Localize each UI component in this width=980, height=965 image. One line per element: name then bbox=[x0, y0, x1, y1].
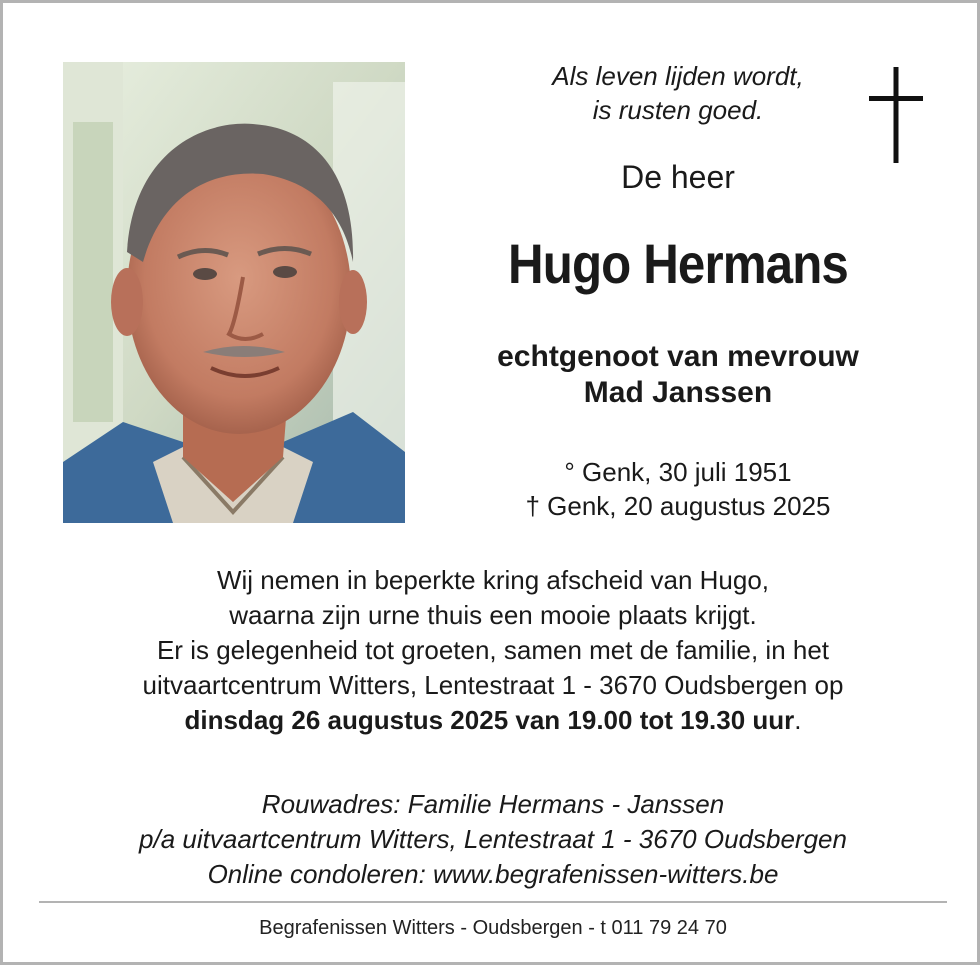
funeral-home-footer: Begrafenissen Witters - Oudsbergen - t 011 79 24 70 bbox=[259, 917, 727, 939]
portrait-photo bbox=[63, 62, 405, 523]
death-date: † Genk, 20 augustus 2025 bbox=[525, 491, 831, 521]
salutation: De heer bbox=[621, 159, 735, 195]
latin-cross-icon bbox=[866, 67, 926, 163]
contact-info bbox=[33, 787, 953, 892]
contact-line-1: Rouwadres: Familie Hermans - Janssen bbox=[261, 789, 725, 819]
contact-line-3: Online condoleren: www.begrafenissen-witters.be bbox=[207, 859, 779, 889]
footer-divider bbox=[39, 901, 947, 903]
spouse-line-2: Mad Janssen bbox=[583, 376, 773, 409]
message-line-1: Wij nemen in beperkte kring afscheid van Hugo, bbox=[216, 565, 770, 595]
motto-quote bbox=[483, 59, 873, 127]
message-line-4: uitvaartcentrum Witters, Lentestraat 1 - 3670 Oudsbergen op bbox=[142, 670, 844, 700]
visitation-time: dinsdag 26 augustus 2025 van 19.00 tot 19.30 uur bbox=[184, 705, 795, 735]
motto-line-1: Als leven lijden wordt, bbox=[552, 61, 804, 91]
birth-date: ° Genk, 30 juli 1951 bbox=[564, 457, 792, 487]
spouse-info bbox=[433, 339, 923, 411]
spouse-line-1: echtgenoot van mevrouw bbox=[497, 340, 859, 373]
deceased-name: Hugo Hermans bbox=[508, 232, 848, 295]
message-end: . bbox=[794, 705, 802, 735]
life-dates bbox=[443, 455, 913, 523]
message-line-3: Er is gelegenheid tot groeten, samen met de familie, in het bbox=[156, 635, 830, 665]
message-line-2: waarna zijn urne thuis een mooie plaats krijgt. bbox=[229, 600, 757, 630]
motto-line-2: is rusten goed. bbox=[592, 95, 764, 125]
contact-line-2: p/a uitvaartcentrum Witters, Lentestraat 1 - 3670 Oudsbergen bbox=[139, 824, 847, 854]
farewell-message bbox=[33, 563, 953, 738]
message-line-5 bbox=[33, 703, 953, 738]
